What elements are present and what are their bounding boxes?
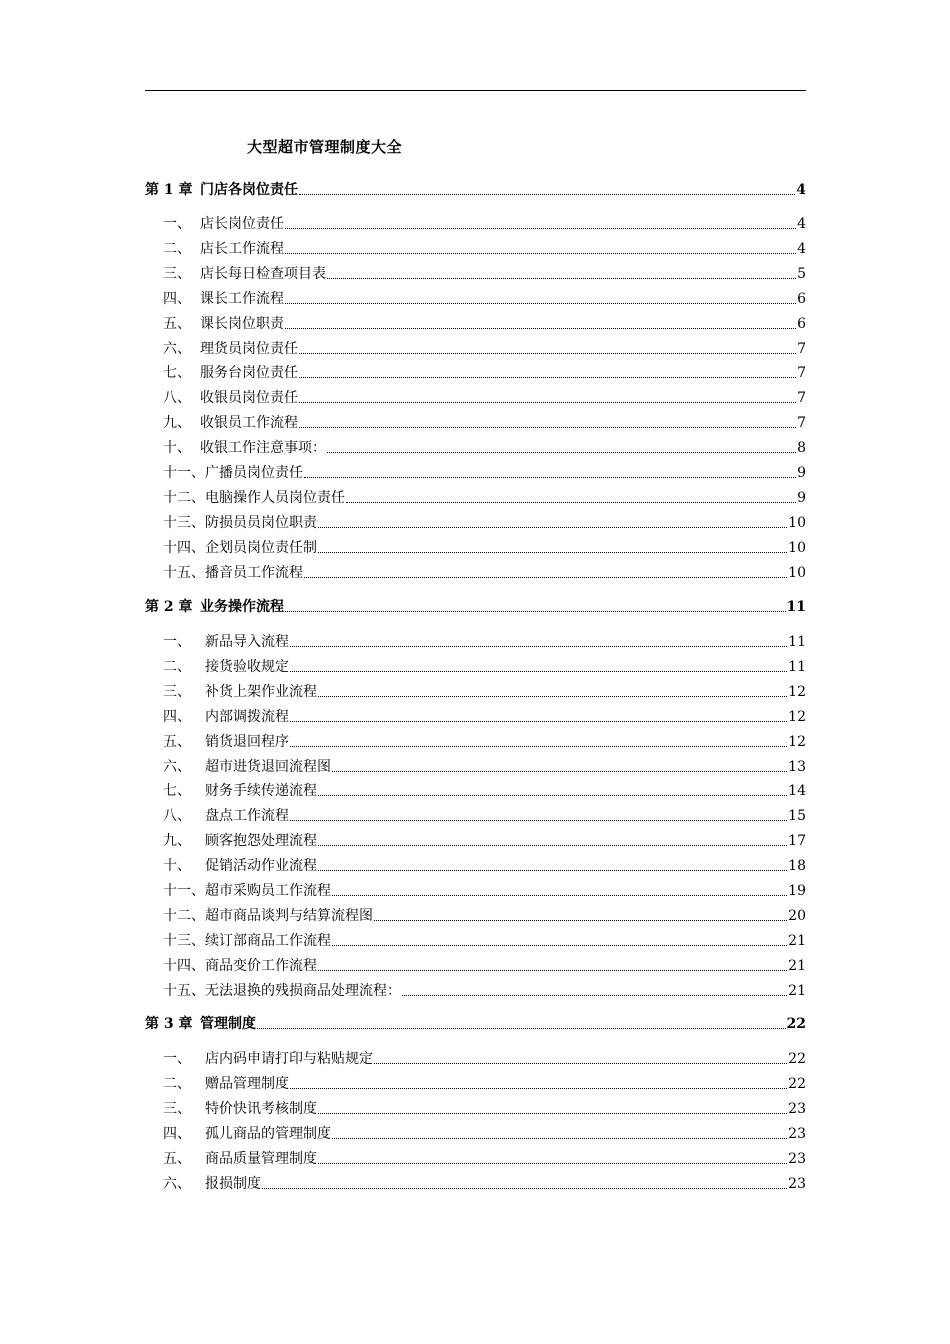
toc-entry-page-number: 4 bbox=[797, 216, 806, 232]
toc-entry[interactable] bbox=[145, 707, 806, 727]
toc-entry-page-number: 22 bbox=[788, 1076, 806, 1092]
toc-entry[interactable] bbox=[145, 931, 806, 951]
dot-leader bbox=[318, 1150, 787, 1164]
dot-leader bbox=[318, 1100, 787, 1114]
toc-entry[interactable] bbox=[145, 1174, 806, 1194]
toc-entry-label: 超市采购员工作流程 bbox=[205, 883, 331, 899]
toc-entry-number: 三、 bbox=[163, 684, 191, 700]
toc-entry-label: 店长工作流程 bbox=[200, 241, 284, 257]
toc-entry-page-number: 5 bbox=[797, 266, 806, 282]
toc-entry-label: 防损员员岗位职责 bbox=[205, 515, 317, 531]
toc-entry-number: 五、 bbox=[163, 1151, 191, 1167]
toc-chapter-1-page-number: 4 bbox=[796, 182, 806, 198]
toc-entry-page-number: 19 bbox=[788, 883, 806, 899]
toc-entry-page-number: 6 bbox=[797, 316, 806, 332]
toc-chapter-1[interactable] bbox=[145, 180, 806, 200]
dot-leader bbox=[257, 1015, 786, 1029]
dot-leader bbox=[332, 758, 787, 772]
toc-entry-number: 二、 bbox=[163, 241, 191, 257]
toc-entry-page-number: 23 bbox=[788, 1176, 806, 1192]
toc-entry-page-number: 21 bbox=[788, 958, 806, 974]
dot-leader bbox=[285, 315, 796, 329]
dot-leader bbox=[332, 1125, 787, 1139]
dot-leader bbox=[318, 782, 787, 796]
toc-entry-page-number: 22 bbox=[788, 1051, 806, 1067]
toc-entry-page-number: 10 bbox=[788, 565, 806, 581]
toc-entry-number: 十一、 bbox=[163, 883, 205, 899]
dot-leader bbox=[318, 832, 787, 846]
toc-entry-label: 顾客抱怨处理流程 bbox=[205, 833, 317, 849]
toc-entry-number: 一、 bbox=[163, 216, 191, 232]
toc-entry-number: 十五、 bbox=[163, 983, 205, 999]
toc-entry-page-number: 17 bbox=[788, 833, 806, 849]
toc-entry-page-number: 4 bbox=[797, 241, 806, 257]
dot-leader bbox=[332, 882, 787, 896]
toc-entry-number: 十、 bbox=[163, 440, 191, 456]
dot-leader bbox=[285, 290, 796, 304]
toc-entry[interactable] bbox=[145, 757, 806, 777]
toc-entry-page-number: 10 bbox=[788, 540, 806, 556]
dot-leader bbox=[299, 364, 796, 378]
toc-entry[interactable] bbox=[145, 438, 806, 458]
toc-entry[interactable] bbox=[145, 632, 806, 652]
toc-entry-page-number: 9 bbox=[797, 490, 806, 506]
toc-entry-number: 十五、 bbox=[163, 565, 205, 581]
toc-chapter-3-label: 管理制度 bbox=[200, 1016, 256, 1032]
toc-entry-label: 新品导入流程 bbox=[205, 634, 289, 650]
dot-leader bbox=[374, 1050, 787, 1064]
toc-entry-page-number: 6 bbox=[797, 291, 806, 307]
dot-leader bbox=[304, 464, 796, 478]
toc-entry-label: 课长工作流程 bbox=[200, 291, 284, 307]
toc-entry[interactable] bbox=[145, 488, 806, 508]
dot-leader bbox=[374, 907, 787, 921]
toc-entry[interactable] bbox=[145, 388, 806, 408]
toc-entry[interactable] bbox=[145, 881, 806, 901]
toc-entry-label: 盘点工作流程 bbox=[205, 808, 289, 824]
dot-leader bbox=[290, 658, 787, 672]
dot-leader bbox=[290, 633, 787, 647]
toc-entry[interactable] bbox=[145, 264, 806, 284]
dot-leader bbox=[299, 389, 796, 403]
toc-entry-label: 店内码申请打印与粘贴规定 bbox=[205, 1051, 373, 1067]
toc-entry-page-number: 11 bbox=[788, 634, 806, 650]
toc-entry[interactable] bbox=[145, 657, 806, 677]
toc-entry-label: 孤儿商品的管理制度 bbox=[205, 1126, 331, 1142]
toc-entry[interactable] bbox=[145, 1049, 806, 1069]
toc-chapter-3-page-number: 22 bbox=[786, 1016, 806, 1032]
toc-entry-number: 四、 bbox=[163, 291, 191, 307]
toc-entry-number: 十三、 bbox=[163, 515, 205, 531]
toc-entry[interactable] bbox=[145, 856, 806, 876]
document-title: 大型超市管理制度大全 bbox=[247, 138, 403, 156]
toc-entry-page-number: 23 bbox=[788, 1126, 806, 1142]
toc-entry-label: 接货验收规定 bbox=[205, 659, 289, 675]
toc-entry[interactable] bbox=[145, 1074, 806, 1094]
dot-leader bbox=[290, 807, 787, 821]
toc-entry[interactable] bbox=[145, 806, 806, 826]
toc-entry-number: 六、 bbox=[163, 759, 191, 775]
toc-entry-label: 收银员岗位责任 bbox=[200, 390, 298, 406]
toc-entry-number: 二、 bbox=[163, 659, 191, 675]
toc-chapter-3-number: 第 3 章 bbox=[145, 1016, 193, 1032]
toc-entry[interactable] bbox=[145, 981, 806, 1001]
toc-entry-page-number: 11 bbox=[788, 659, 806, 675]
toc-entry-page-number: 10 bbox=[788, 515, 806, 531]
toc-entry-page-number: 7 bbox=[797, 390, 806, 406]
toc-entry[interactable] bbox=[145, 339, 806, 359]
toc-entry-page-number: 18 bbox=[788, 858, 806, 874]
dot-leader bbox=[318, 683, 787, 697]
toc-entry[interactable] bbox=[145, 906, 806, 926]
toc-entry[interactable] bbox=[145, 1099, 806, 1119]
toc-entry[interactable] bbox=[145, 732, 806, 752]
dot-leader bbox=[327, 265, 796, 279]
dot-leader bbox=[285, 215, 796, 229]
toc-entry-page-number: 14 bbox=[788, 783, 806, 799]
toc-entry[interactable] bbox=[145, 781, 806, 801]
toc-entry-page-number: 7 bbox=[797, 341, 806, 357]
toc-entry[interactable] bbox=[145, 513, 806, 533]
dot-leader bbox=[318, 857, 787, 871]
toc-entry-number: 八、 bbox=[163, 390, 191, 406]
toc-entry[interactable] bbox=[145, 1124, 806, 1144]
dot-leader bbox=[304, 564, 787, 578]
dot-leader bbox=[318, 957, 787, 971]
toc-entry[interactable] bbox=[145, 956, 806, 976]
toc-entry-number: 十四、 bbox=[163, 540, 205, 556]
dot-leader bbox=[290, 733, 787, 747]
toc-chapter-1-label: 门店各岗位责任 bbox=[200, 182, 298, 198]
toc-entry-label: 课长岗位职责 bbox=[200, 316, 284, 332]
toc-entry[interactable] bbox=[145, 214, 806, 234]
toc-entry[interactable] bbox=[145, 463, 806, 483]
dot-leader bbox=[299, 181, 795, 195]
toc-entry-label: 收银员工作流程 bbox=[200, 415, 298, 431]
toc-entry[interactable] bbox=[145, 289, 806, 309]
toc-entry-page-number: 13 bbox=[788, 759, 806, 775]
toc-entry-number: 三、 bbox=[163, 1101, 191, 1117]
toc-entry-label: 续订部商品工作流程 bbox=[205, 933, 331, 949]
toc-entry-number: 九、 bbox=[163, 415, 191, 431]
toc-entry[interactable] bbox=[145, 363, 806, 383]
toc-chapter-2[interactable] bbox=[145, 597, 806, 617]
toc-entry-label: 播音员工作流程 bbox=[205, 565, 303, 581]
toc-entry-number: 十二、 bbox=[163, 490, 205, 506]
dot-leader bbox=[346, 489, 796, 503]
toc-entry-page-number: 12 bbox=[788, 734, 806, 750]
toc-entry-label: 特价快讯考核制度 bbox=[205, 1101, 317, 1117]
toc-chapter-2-number: 第 2 章 bbox=[145, 599, 193, 615]
toc-entry-page-number: 20 bbox=[788, 908, 806, 924]
toc-entry[interactable] bbox=[145, 538, 806, 558]
toc-chapter-3[interactable] bbox=[145, 1014, 806, 1034]
toc-entry-label: 店长每日检查项目表 bbox=[200, 266, 326, 282]
header-rule bbox=[145, 90, 806, 91]
toc-chapter-2-page-number: 11 bbox=[786, 599, 806, 615]
toc-entry-label: 无法退换的残损商品处理流程： bbox=[205, 983, 401, 999]
toc-entry[interactable] bbox=[145, 1149, 806, 1169]
toc-entry-label: 电脑操作人员岗位责任 bbox=[205, 490, 345, 506]
toc-entry-page-number: 23 bbox=[788, 1101, 806, 1117]
toc-entry-number: 十二、 bbox=[163, 908, 205, 924]
dot-leader bbox=[327, 439, 796, 453]
toc-entry-number: 十三、 bbox=[163, 933, 205, 949]
toc-entry[interactable] bbox=[145, 239, 806, 259]
toc-entry-number: 十四、 bbox=[163, 958, 205, 974]
toc-entry-label: 广播员岗位责任 bbox=[205, 465, 303, 481]
toc-entry-number: 四、 bbox=[163, 709, 191, 725]
toc-entry-label: 补货上架作业流程 bbox=[205, 684, 317, 700]
toc-entry[interactable] bbox=[145, 413, 806, 433]
toc-entry-page-number: 12 bbox=[788, 709, 806, 725]
toc-entry-number: 二、 bbox=[163, 1076, 191, 1092]
toc-entry-number: 九、 bbox=[163, 833, 191, 849]
toc-entry-page-number: 7 bbox=[797, 415, 806, 431]
toc-entry-number: 十一、 bbox=[163, 465, 205, 481]
toc-entry-number: 八、 bbox=[163, 808, 191, 824]
toc-entry-label: 报损制度 bbox=[205, 1176, 261, 1192]
toc-entry-label: 服务台岗位责任 bbox=[200, 365, 298, 381]
toc-entry-label: 财务手续传递流程 bbox=[205, 783, 317, 799]
toc-entry-page-number: 23 bbox=[788, 1151, 806, 1167]
toc-entry-page-number: 21 bbox=[788, 983, 806, 999]
dot-leader bbox=[285, 240, 796, 254]
toc-entry-label: 超市商品谈判与结算流程图 bbox=[205, 908, 373, 924]
toc-entry-number: 十、 bbox=[163, 858, 191, 874]
dot-leader bbox=[318, 514, 787, 528]
toc-entry-label: 企划员岗位责任制 bbox=[205, 540, 317, 556]
toc-entry-number: 五、 bbox=[163, 316, 191, 332]
toc-entry-page-number: 12 bbox=[788, 684, 806, 700]
dot-leader bbox=[290, 1075, 787, 1089]
toc-entry-label: 理货员岗位责任 bbox=[200, 341, 298, 357]
dot-leader bbox=[299, 340, 796, 354]
toc-entry-label: 店长岗位责任 bbox=[200, 216, 284, 232]
toc-entry-number: 六、 bbox=[163, 341, 191, 357]
toc-entry-label: 赠品管理制度 bbox=[205, 1076, 289, 1092]
toc-entry-number: 三、 bbox=[163, 266, 191, 282]
dot-leader bbox=[285, 598, 786, 612]
toc-entry-label: 销货退回程序 bbox=[205, 734, 289, 750]
toc-entry[interactable] bbox=[145, 563, 806, 583]
toc-entry-page-number: 7 bbox=[797, 365, 806, 381]
toc-entry-number: 五、 bbox=[163, 734, 191, 750]
toc-chapter-2-label: 业务操作流程 bbox=[200, 599, 284, 615]
dot-leader bbox=[290, 708, 787, 722]
toc-chapter-1-number: 第 1 章 bbox=[145, 182, 193, 198]
toc-entry-number: 一、 bbox=[163, 1051, 191, 1067]
dot-leader bbox=[332, 932, 787, 946]
toc-entry-label: 商品变价工作流程 bbox=[205, 958, 317, 974]
dot-leader bbox=[262, 1175, 787, 1189]
toc-entry-page-number: 15 bbox=[788, 808, 806, 824]
toc-entry-number: 七、 bbox=[163, 783, 191, 799]
toc-entry-label: 内部调拨流程 bbox=[205, 709, 289, 725]
toc-entry[interactable] bbox=[145, 314, 806, 334]
dot-leader bbox=[299, 414, 796, 428]
toc-entry-number: 一、 bbox=[163, 634, 191, 650]
toc-entry-page-number: 21 bbox=[788, 933, 806, 949]
toc-entry[interactable] bbox=[145, 831, 806, 851]
toc-entry-label: 收银工作注意事项： bbox=[200, 440, 326, 456]
toc-entry-page-number: 8 bbox=[797, 440, 806, 456]
toc-entry-number: 七、 bbox=[163, 365, 191, 381]
toc-entry-page-number: 9 bbox=[797, 465, 806, 481]
toc-entry-number: 六、 bbox=[163, 1176, 191, 1192]
dot-leader bbox=[318, 539, 787, 553]
toc-entry-label: 超市进货退回流程图 bbox=[205, 759, 331, 775]
dot-leader bbox=[402, 982, 787, 996]
toc-entry[interactable] bbox=[145, 682, 806, 702]
toc-entry-number: 四、 bbox=[163, 1126, 191, 1142]
toc-entry-label: 促销活动作业流程 bbox=[205, 858, 317, 874]
toc-entry-label: 商品质量管理制度 bbox=[205, 1151, 317, 1167]
